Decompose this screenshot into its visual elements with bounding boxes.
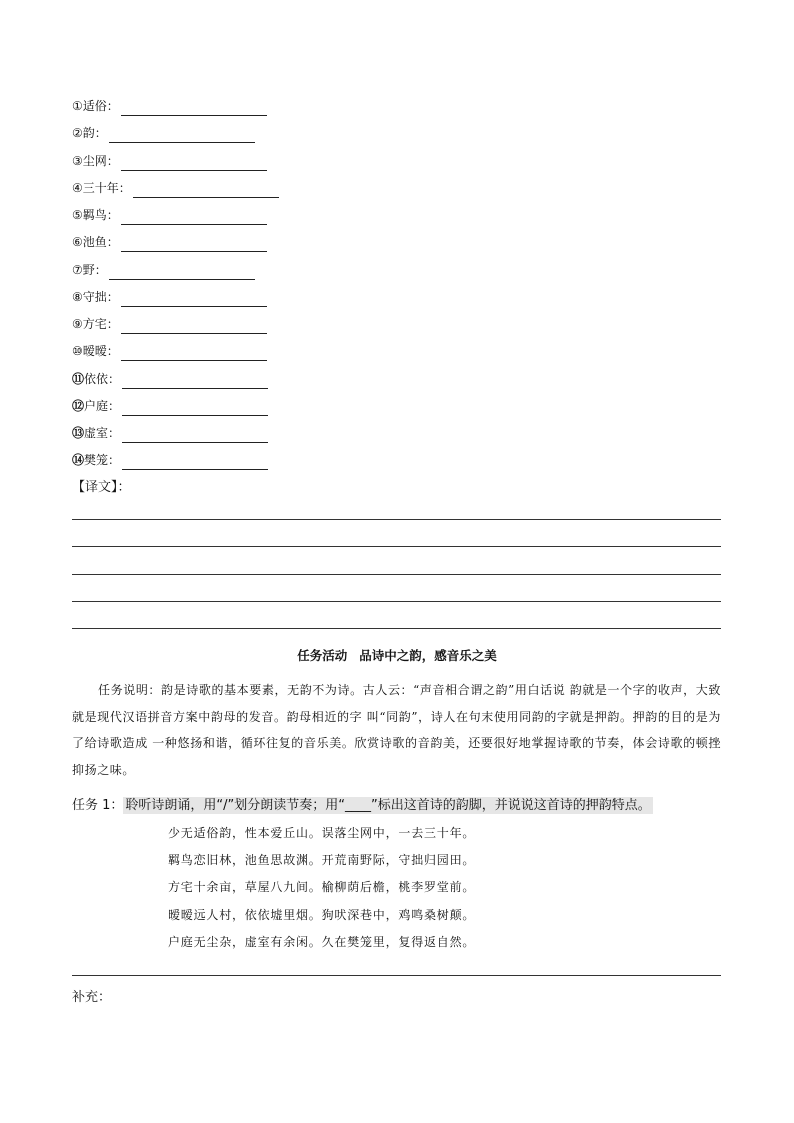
translation-writing-line[interactable] bbox=[72, 628, 721, 629]
answer-blank[interactable] bbox=[109, 265, 255, 280]
answer-blank[interactable] bbox=[133, 183, 279, 198]
gloss-term: 樊笼： bbox=[84, 453, 121, 467]
section-title-part2: 品诗中之韵，感音乐之美 bbox=[359, 648, 497, 663]
gloss-number: ⑦ bbox=[72, 263, 83, 277]
gloss-term: 方宅： bbox=[82, 317, 119, 331]
gloss-term: 尘网： bbox=[82, 154, 119, 168]
translation-writing-line[interactable] bbox=[72, 546, 721, 547]
gloss-term: 羁鸟： bbox=[82, 208, 119, 222]
answer-blank[interactable] bbox=[122, 428, 268, 443]
gloss-number: ① bbox=[72, 99, 83, 113]
answer-blank[interactable] bbox=[122, 374, 268, 389]
task-1-text: 聆听诗朗诵，用“/”划分朗读节奏；用“____”标出这首诗的韵脚，并说说这首诗的押韵特点。 bbox=[125, 798, 651, 813]
gloss-line-14 bbox=[72, 450, 268, 470]
answer-blank[interactable] bbox=[122, 455, 268, 470]
gloss-number: ⑧ bbox=[72, 290, 83, 304]
section-title-part1: 任务活动 bbox=[297, 648, 348, 663]
poem bbox=[168, 820, 475, 956]
gloss-term: 三十年： bbox=[82, 181, 131, 195]
section-title bbox=[0, 646, 794, 666]
gloss-number: ⑬ bbox=[72, 426, 85, 440]
gloss-line-6 bbox=[72, 232, 267, 252]
task-1 bbox=[72, 795, 653, 817]
answer-blank[interactable] bbox=[121, 101, 267, 116]
gloss-term: 适俗： bbox=[82, 99, 119, 113]
answer-blank[interactable] bbox=[121, 237, 267, 252]
answer-blank[interactable] bbox=[121, 319, 267, 334]
gloss-number: ⑨ bbox=[72, 317, 83, 331]
gloss-term: 虚室： bbox=[84, 426, 121, 440]
gloss-term: 户庭： bbox=[84, 399, 121, 413]
task-explanation: 任务说明：韵是诗歌的基本要素，无韵不为诗。古人云：“声音相合谓之韵”用白话说 韵就是一个字的收声，大致就是现代汉语拼音方案中韵母的发音。韵母相近的字 叫“同韵”，诗人在句末使用同韵的字就是押韵。押韵的目的是为了给诗歌造成 一种悠扬和谐，循环往复的音乐美。欣赏诗歌的音韵美，还要很好地掌握诗歌的节奏，体会诗歌的顿挫抑扬之味。 bbox=[72, 683, 721, 777]
answer-blank[interactable] bbox=[122, 401, 268, 416]
answer-blank[interactable] bbox=[121, 292, 267, 307]
gloss-line-12 bbox=[72, 396, 268, 416]
gloss-number: ② bbox=[72, 126, 83, 140]
answer-blank[interactable] bbox=[109, 128, 255, 143]
gloss-line-5 bbox=[72, 205, 267, 225]
answer-blank[interactable] bbox=[121, 156, 267, 171]
gloss-line-11 bbox=[72, 369, 268, 389]
answer-blank[interactable] bbox=[121, 346, 267, 361]
gloss-number: ⑭ bbox=[72, 453, 85, 467]
gloss-number: ⑤ bbox=[72, 208, 83, 222]
translation-label: 【译文】： bbox=[72, 480, 131, 495]
gloss-number: ⑩ bbox=[72, 344, 83, 358]
gloss-number: ③ bbox=[72, 154, 83, 168]
gloss-line-4 bbox=[72, 178, 279, 198]
gloss-line-3 bbox=[72, 151, 267, 171]
gloss-term: 依依： bbox=[84, 372, 121, 386]
gloss-term: 池鱼： bbox=[82, 235, 119, 249]
translation-writing-line[interactable] bbox=[72, 519, 721, 520]
poem-line: 羁鸟恋旧林，池鱼思故渊。开荒南野际，守拙归园田。 bbox=[168, 853, 476, 868]
gloss-term: 韵： bbox=[82, 126, 107, 140]
gloss-line-10 bbox=[72, 341, 267, 361]
supplement-label: 补充： bbox=[72, 990, 112, 1005]
gloss-line-8 bbox=[72, 287, 267, 307]
translation-writing-line[interactable] bbox=[72, 601, 721, 602]
gloss-number: ④ bbox=[72, 181, 83, 195]
gloss-term: 暧暧： bbox=[82, 344, 119, 358]
gloss-term: 守拙： bbox=[82, 290, 119, 304]
poem-line: 暧暧远人村，依依墟里烟。狗吠深巷中，鸡鸣桑树颠。 bbox=[168, 907, 476, 922]
gloss-term: 野： bbox=[82, 263, 107, 277]
task-1-prefix: 任务 1： bbox=[72, 798, 124, 813]
gloss-line-13 bbox=[72, 423, 268, 443]
gloss-line-2 bbox=[72, 123, 255, 143]
gloss-number: ⑥ bbox=[72, 235, 83, 249]
section-divider bbox=[72, 975, 721, 976]
poem-line: 户庭无尘杂，虚室有余闲。久在樊笼里，复得返自然。 bbox=[168, 934, 476, 949]
translation-writing-line[interactable] bbox=[72, 574, 721, 575]
gloss-number: ⑫ bbox=[72, 399, 85, 413]
gloss-line-9 bbox=[72, 314, 267, 334]
gloss-line-7 bbox=[72, 260, 255, 280]
gloss-number: ⑪ bbox=[72, 372, 85, 386]
poem-line: 方宅十余亩，草屋八九间。榆柳荫后檐，桃李罗堂前。 bbox=[168, 880, 476, 895]
gloss-line-1 bbox=[72, 96, 267, 116]
answer-blank[interactable] bbox=[121, 210, 267, 225]
poem-line: 少无适俗韵，性本爱丘山。误落尘网中，一去三十年。 bbox=[168, 826, 476, 840]
